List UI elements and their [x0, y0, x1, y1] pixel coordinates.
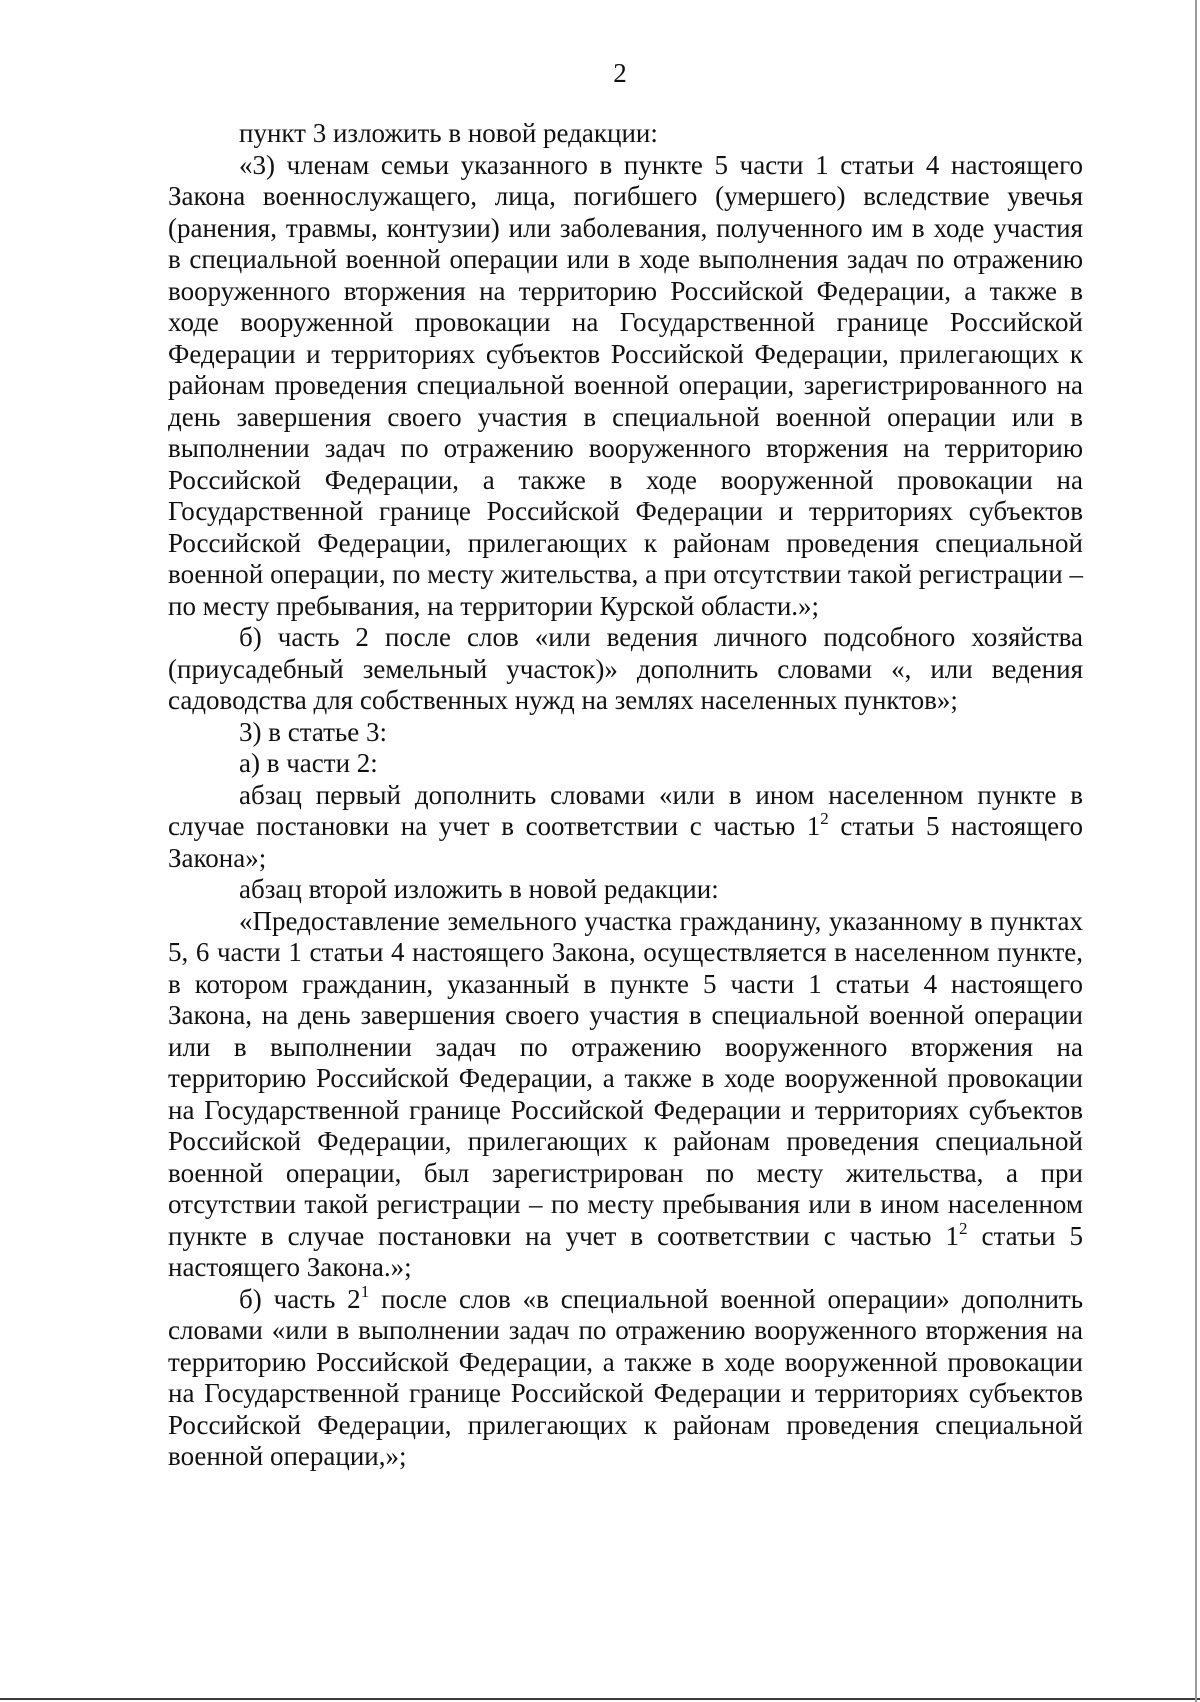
document-body: [168, 118, 1083, 1473]
page-number: 2: [613, 58, 627, 88]
superscript: 1: [360, 1281, 370, 1301]
paragraph-4: 3) в статье 3:: [239, 716, 387, 747]
paragraph-7: абзац второй изложить в новой редакции:: [239, 874, 719, 904]
paragraph-8-text: «Предоставление земельного участка гражданину, указанному в пунктах 5, 6 части 1 статьи 4 настоящего Закона, осуществляется в населенном пункте, в котором гражданин, указанный в пункте 5 части 1 статьи 4 настоящего Закона, на день завершения своего участия в специальной военной операции или в выполнении задач по отражению вооруженного вторжения на территорию Российской Федерации, а также в ходе вооруженной провокации на Государственной границе Российской Федерации и территориях субъектов Российской Федерации, прилегающих к районам проведения специальной военной операции, был зарегистрирован по месту жительства, а при отсутствии такой регистрации – по месту пребывания или в ином населенном пункте в случае постановки на учет в соответствии с частью 1: [168, 905, 1083, 1251]
scan-edge-bottom: [0, 1698, 1200, 1700]
paragraph-9: [168, 1281, 1084, 1473]
paragraph-9-text-end: после слов «в специальной военной операции» дополнить словами «или в выполнении задач по отражению вооруженного вторжения на территорию Российской Федерации, а также в ходе вооруженной провокации на Государственной границе Российской Федерации и территориях субъектов Российской Федерации, прилегающих к районам проведения специальной военной операции,»;: [168, 1283, 1084, 1471]
paragraph-3: б) часть 2 после слов «или ведения личного подсобного хозяйства (приусадебный земельный участок)» дополнить словами «, или ведения садоводства для собственных нужд на землях населенных пунктов»;: [168, 622, 1083, 715]
paragraph-8: [168, 906, 1083, 1284]
superscript: 2: [820, 809, 829, 828]
superscript: 2: [959, 1218, 968, 1238]
paragraph-6: [168, 780, 1083, 875]
paragraph-6-text-end: статьи 5 настоящего Закона»;: [168, 811, 1084, 873]
paragraph-2: «3) членам семьи указанного в пункте 5 части 1 статьи 4 настоящего Закона военнослужащего, лица, погибшего (умершего) вследствие увечья (ранения, травмы, контузии) или заболевания, полученного им в ходе участия в специальной военной операции или в ходе выполнения задач по отражению вооруженного вторжения на территорию Российской Федерации, а также в ходе вооруженной провокации на Государственной границе Российской Федерации и территориях субъектов Российской Федерации, прилегающих к районам проведения специальной военной операции, зарегистрированного на день завершения своего участия в специальной военной операции или в выполнении задач по отражению вооруженного вторжения на территорию Российской Федерации, а также в ходе вооруженной провокации на Государственной границе Российской Федерации и территориях субъектов Российской Федерации, прилегающих к районам проведения специальной военной операции, по месту жительства, а при отсутствии такой регистрации – по месту пребывания, на территории Курской области.»;: [168, 149, 1083, 621]
paragraph-6-text: абзац первый дополнить словами «или в ином населенном пункте в случае постановки на учет в соответствии с частью 1: [168, 779, 1083, 841]
paragraph-1: пункт 3 изложить в новой редакции:: [239, 118, 658, 148]
paragraph-8-text-end: статьи 5 настоящего Закона.»;: [168, 1220, 1083, 1282]
scan-edge-right: [1195, 0, 1197, 1702]
paragraph-5: а) в части 2:: [239, 748, 378, 778]
paragraph-9-text: б) часть 2: [239, 1283, 361, 1314]
